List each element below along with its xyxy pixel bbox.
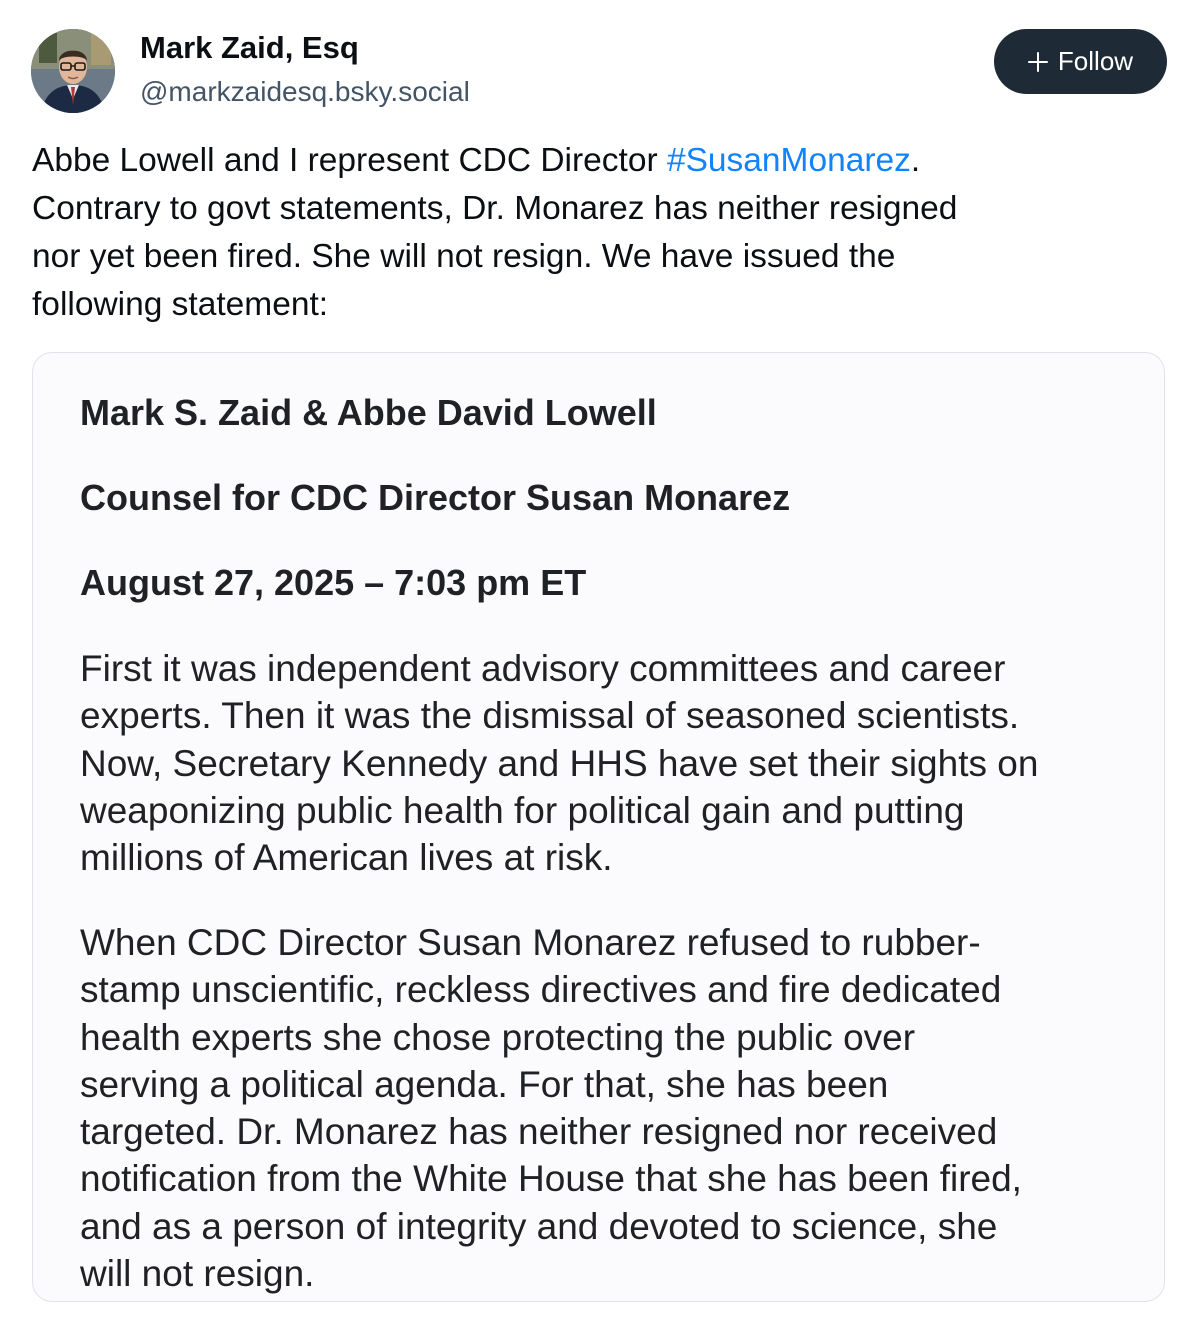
avatar[interactable] (31, 29, 115, 113)
paragraph-line: targeted. Dr. Monarez has neither resigned nor received (80, 1111, 998, 1153)
statement-heading-names: Mark S. Zaid & Abbe David Lowell (80, 392, 657, 433)
paragraph-line: notification from the White House that she has been fired, (80, 1158, 1022, 1200)
statement-date: August 27, 2025 – 7:03 pm ET (80, 562, 587, 603)
paragraph-line: health experts she chose protecting the public over (80, 1016, 916, 1058)
paragraph-line: serving a political agenda. For that, she has been (80, 1063, 889, 1105)
author-handle[interactable]: @markzaidesq.bsky.social (140, 76, 470, 107)
statement-paragraph-1 (80, 645, 1038, 881)
statement-heading-counsel: Counsel for CDC Director Susan Monarez (80, 477, 791, 518)
paragraph-line: millions of American lives at risk. (80, 837, 613, 879)
profile-photo-avatar (31, 29, 115, 113)
embedded-image[interactable] (32, 352, 1165, 1302)
statement-paragraph-2 (80, 919, 1022, 1297)
post-text-line: following statement: (32, 286, 329, 323)
post-text (32, 137, 1152, 329)
paragraph-line: weaponizing public health for political gain and putting (80, 789, 965, 831)
paragraph-line: First it was independent advisory committees and career (80, 648, 1006, 689)
post-text-line: Contrary to govt statements, Dr. Monarez has neither resigned (32, 190, 958, 227)
paragraph-line: experts. Then it was the dismissal of seasoned scientists. (80, 695, 1020, 737)
author-display-name[interactable]: Mark Zaid, Esq (140, 30, 359, 65)
post-text-line: Abbe Lowell and I represent CDC Director #SusanMonarez. (32, 142, 921, 179)
follow-button[interactable] (994, 29, 1167, 94)
post-text-line: nor yet been fired. She will not resign. We have issued the (32, 238, 896, 275)
paragraph-line: stamp unscientific, reckless directives and fire dedicated (80, 969, 1002, 1011)
paragraph-line: Now, Secretary Kennedy and HHS have set their sights on (80, 742, 1039, 784)
plus-icon (1028, 52, 1048, 72)
paragraph-line: will not resign. (80, 1253, 315, 1295)
hashtag-link[interactable]: #SusanMonarez (666, 142, 911, 179)
paragraph-line: When CDC Director Susan Monarez refused to rubber- (80, 922, 981, 963)
follow-button-label: Follow (1057, 46, 1134, 76)
paragraph-line: and as a person of integrity and devoted to science, she (80, 1205, 998, 1247)
